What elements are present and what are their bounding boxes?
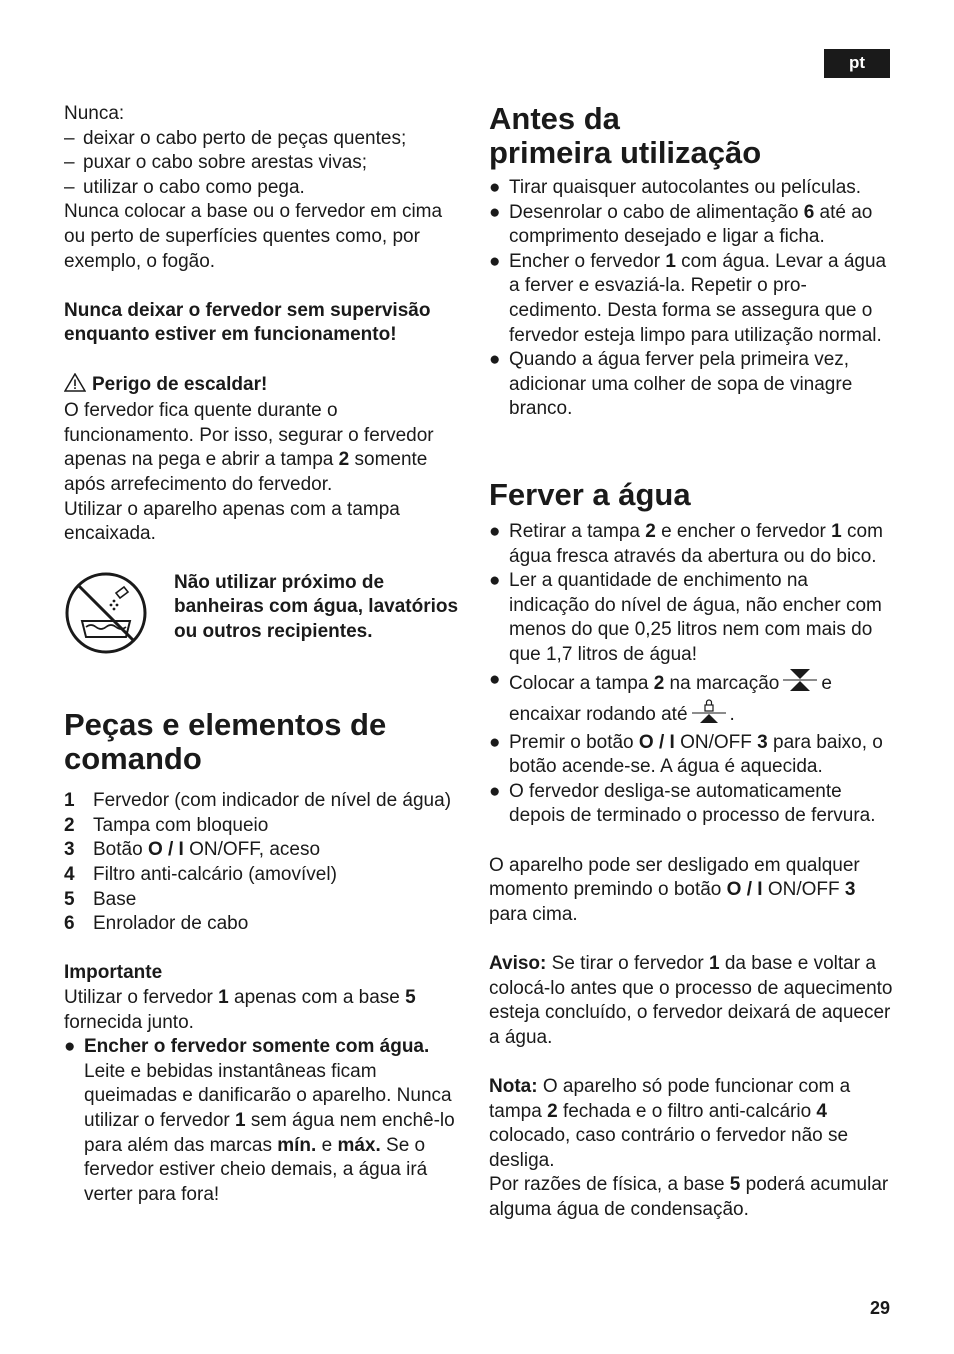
aviso-text: Aviso: Se tirar o fervedor 1 da base e voltar a colocá-lo antes que o processo de aquecimento esteja concluído, o fervedor deixará de aquecer a água. — [489, 953, 893, 1048]
important-text: Utilizar o fervedor 1 apenas com a base 5 fornecida junto. — [64, 987, 416, 1033]
list-item: 4 Filtro anti-calcário (amovível) — [64, 864, 337, 886]
boil-heading: Ferver a água — [489, 476, 691, 512]
scald-lid-text: Utilizar o aparelho apenas com a tampa encaixada. — [64, 498, 400, 545]
condensation-text: Por razões de física, a base 5 poderá acumular alguma água de condensação. — [489, 1174, 889, 1220]
list-item: – utilizar o cabo como pega. — [64, 176, 305, 198]
list-item: 3 Botão O / I ON/OFF, aceso — [64, 839, 321, 861]
list-item: ● Ler a quantidade de enchimento na indicação do nível de água, não encher com menos do que 0,25 litros nem com mais do que 1,7 litros de água! — [489, 570, 882, 665]
scald-text: O fervedor fica quente durante o funcionamento. Por isso, segurar o fervedor apenas na pega e abrir a tampa 2 somente após arrefecimento do fervedor. — [64, 400, 434, 495]
list-item: – puxar o cabo sobre arestas vivas; — [64, 152, 368, 174]
list-item: ● Tirar quaisquer autocolantes ou películas. — [489, 177, 862, 198]
no-bath-warning — [64, 571, 466, 663]
no-bath-text: Não utilizar próximo de banheiras com água, lavatórios ou outros recipientes. — [174, 571, 459, 642]
list-item: ● Encher o fervedor 1 com água. Levar a água a ferver e esvaziá-la. Repetir o procedimento. Desta forma se assegura que o fervedor esteja limpo para utilização normal. — [489, 250, 887, 346]
never-base-text: Nunca colocar a base ou o fervedor em cima ou perto de superfícies quentes como, por exemplo, o fogão. — [64, 201, 443, 272]
nota-text: Nota: O aparelho só pode funcionar com a tampa 2 fechada e o filtro anti-calcário 4 colocado, caso contrário o fervedor não se desliga. — [489, 1076, 851, 1171]
list-item: ● Desenrolar o cabo de alimentação 6 até ao comprimento desejado e ligar a ficha. — [489, 201, 873, 248]
list-item: 5 Base — [64, 888, 137, 910]
language-tab: pt — [824, 49, 890, 78]
lock-position-icon — [692, 699, 726, 731]
scald-title: Perigo de escaldar! — [64, 373, 466, 400]
lid-marking-icon — [783, 668, 817, 700]
warning-triangle-icon — [64, 373, 86, 400]
page-number: 29 — [869, 1298, 890, 1318]
supervision-warning: Nunca deixar o fervedor sem supervisão enquanto estiver em funcionamento! — [64, 299, 431, 346]
left-column — [64, 102, 466, 1207]
list-item: 1 Fervedor (com indicador de nível de água) — [64, 790, 452, 812]
list-item: 2 Tampa com bloqueio — [64, 814, 269, 836]
right-column — [489, 102, 893, 1223]
list-item: 6 Enrolador de cabo — [64, 913, 249, 935]
list-item: ● Retirar a tampa 2 e encher o fervedor 1 com água fresca através da abertura ou do bico. — [489, 520, 883, 567]
important-title: Importante — [64, 962, 163, 984]
never-intro: Nunca: — [64, 103, 125, 124]
list-item: – deixar o cabo perto de peças quentes; — [64, 127, 407, 149]
no-bathtub-icon — [64, 571, 174, 663]
list-item: ● Quando a água ferver pela primeira vez, adicionar uma colher de sopa de vinagre branco. — [489, 349, 853, 420]
switch-off-text: O aparelho pode ser desligado em qualquer momento premindo o botão O / I ON/OFF 3 para cima. — [489, 854, 860, 925]
first-use-heading: Antes da primeira utilização — [489, 101, 762, 170]
list-item: ● O fervedor desliga-se automaticamente depois de terminado o processo de fervura. — [489, 780, 876, 827]
list-item: ● Colocar a tampa 2 na marcação e encaixar rodando até . — [489, 668, 893, 731]
list-item: ● Premir o botão O / I ON/OFF 3 para baixo, o botão acende-se. A água é aquecida. — [489, 731, 883, 778]
list-item: ● Encher o fervedor somente com água. Leite e bebidas instantâneas ficam queimadas e danificarão o aparelho. Nunca utilizar o fervedor 1 sem água nem enchê-lo para além das marcas mín. e máx. Se o fervedor estiver cheio demais, a água irá verter para fora! — [64, 1036, 455, 1205]
parts-heading: Peças e elementos de comando — [64, 707, 387, 777]
